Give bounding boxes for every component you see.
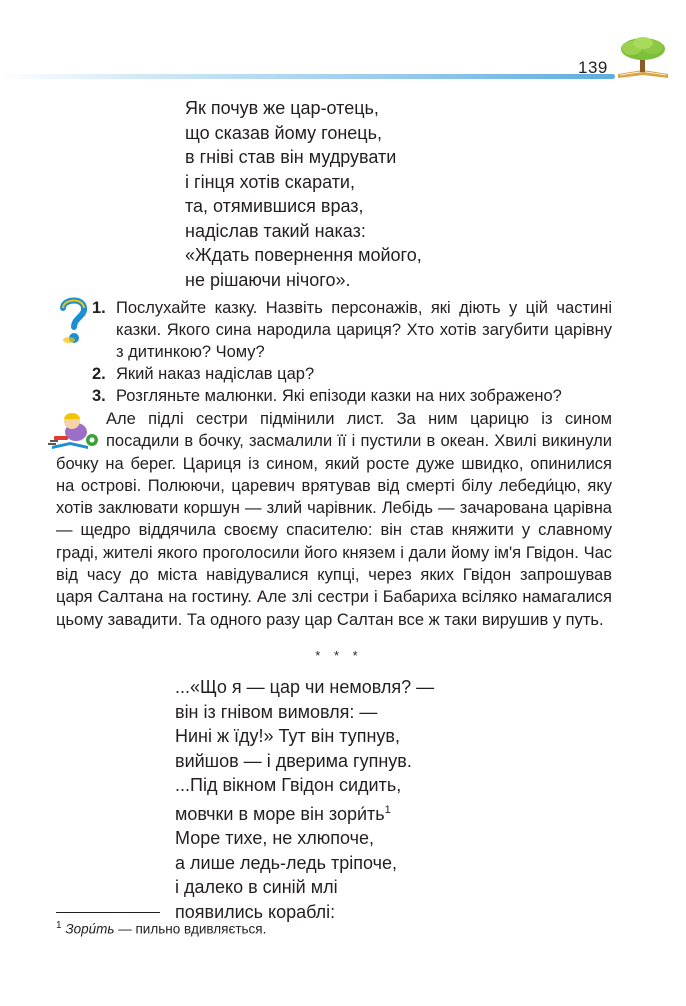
footnote bbox=[56, 917, 266, 939]
page-number: 139 bbox=[578, 58, 608, 77]
poem-line: «Ждать повернення мойого, bbox=[185, 245, 422, 265]
poem-line: Нині ж їду!» Тут він тупнув, bbox=[175, 726, 400, 746]
footnote-rule bbox=[56, 912, 160, 913]
footnote-term: Зори́ть bbox=[65, 921, 115, 937]
question-item bbox=[92, 297, 612, 363]
section-separator: * * * bbox=[315, 648, 363, 663]
poem-line: мовчки в море він $зори́ть^1$ bbox=[175, 803, 391, 824]
question-number: 1. bbox=[92, 299, 106, 317]
footnote-text: — пильно вдивляється. bbox=[114, 921, 267, 937]
poem-line: і далеко в синій млі bbox=[175, 877, 338, 897]
poem-line: і гінця хотів скарати, bbox=[185, 171, 355, 192]
question-item bbox=[92, 385, 612, 407]
poem-line: та, отямившися враз, bbox=[185, 196, 364, 216]
poem-line: не рішаючи нічого». bbox=[185, 269, 351, 290]
story-text: Але підлі сестри підмінили лист. За ним царицю із сином посадили в бочку, засмалили її і пустили в океан. Хвилі викинули бочку на берег. Цариця із сином, який росте дуже швидко, опинилися на острові. Полюючи, царевич врятував від смерті білу лебеди́цю, яку хотів заклювати коршун — злий чарівник. Лебідь — зачарована царівна — щедро віддячила своєму спасителю: він став княжити у славному граді, жителі якого проголосили його князем і дали йому ім'я Гвідон. Час від часу до міста навідувалися купці, через яких Гвідон запрошував царя Салтана на гостину. Але злі сестри і Бабариха всіляко намагалися цьому завадити. Та одного разу цар Салтан все ж таки вирушив у путь. bbox=[56, 410, 612, 629]
poem-line: що сказав йому гонець, bbox=[185, 122, 382, 143]
question-number: 3. bbox=[92, 387, 106, 405]
poem-line: в гніві став він мудрувати bbox=[185, 147, 397, 167]
poem-line: вийшов — і дверима гупнув. bbox=[175, 750, 412, 771]
poem-line: Море тихе, не хлюпоче, bbox=[175, 828, 375, 848]
footnote-reference: 1 bbox=[384, 803, 391, 816]
poem-top bbox=[185, 96, 422, 292]
poem-line: а лише ледь-ледь тріпоче, bbox=[175, 852, 398, 873]
questions-list bbox=[92, 297, 612, 407]
poem-line: Як почув же цар-отець, bbox=[185, 98, 379, 118]
poem-line: ...Під вікном Гвідон сидить, bbox=[175, 775, 402, 795]
poem-line: ...«Що я — цар чи немовля? — bbox=[175, 677, 435, 697]
question-text: Який наказ надіслав цар? bbox=[116, 365, 315, 383]
story-paragraph bbox=[56, 408, 612, 631]
question-mark-icon bbox=[55, 296, 91, 346]
question-number: 2. bbox=[92, 365, 106, 383]
question-text: Послухайте казку. Назвіть персонажів, які діють у цій частині казки. Якого сина народила цариця? Хто хотів загубити царівну з дитинкою? Чому? bbox=[116, 299, 612, 361]
poem-line: він із гнівом вимовля: — bbox=[175, 701, 378, 722]
poem-bottom bbox=[175, 675, 434, 924]
poem-line: надіслав такий наказ: bbox=[185, 220, 366, 241]
poem-line: появились кораблі: bbox=[175, 901, 336, 922]
footnote-marker: 1 bbox=[56, 920, 62, 931]
tree-book-icon bbox=[614, 36, 672, 80]
question-item bbox=[92, 363, 612, 385]
question-text: Розгляньте малюнки. Які епізоди казки на них зображено? bbox=[116, 387, 562, 405]
header-rule bbox=[0, 74, 615, 79]
